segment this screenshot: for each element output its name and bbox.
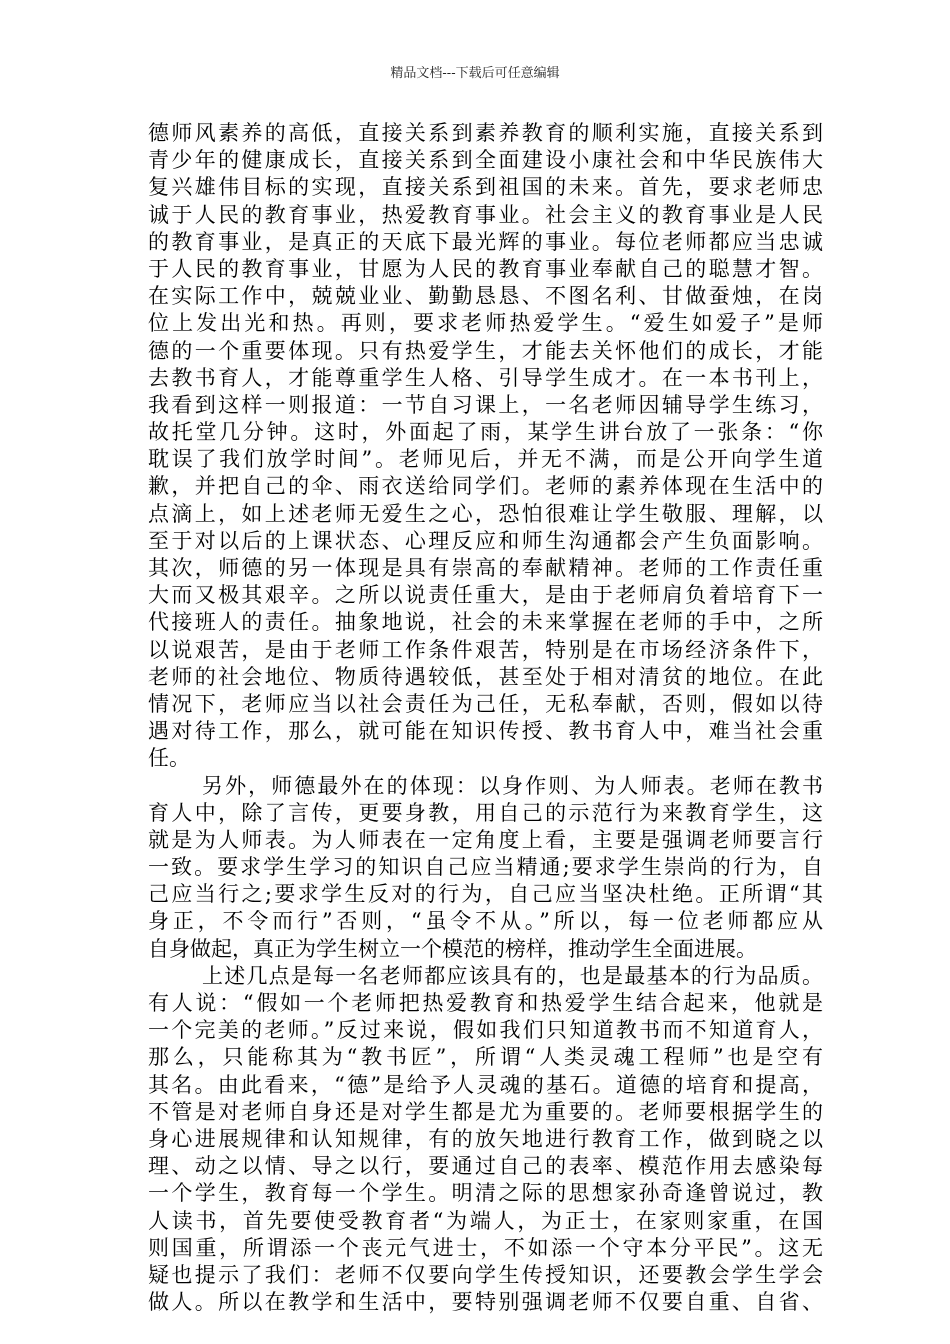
text-line: 点滴上，如上述老师无爱生之心，恐怕很难让学生敬服、理解，以: [148, 501, 823, 526]
text-line: 其名。由此看来，“德”是给予人灵魂的基石。道德的培育和提高，: [148, 1072, 823, 1097]
text-line: 不管是对老师自身还是对学生都是尤为重要的。老师要根据学生的: [148, 1099, 823, 1124]
text-line: 另外，师德最外在的体现：以身作则、为人师表。老师在教书: [202, 773, 823, 798]
text-line: 一个完美的老师。”反过来说，假如我们只知道教书而不知道育人，: [148, 1018, 823, 1043]
text-line: 身正，不令而行”否则，“虽令不从。”所以，每一位老师都应从: [148, 909, 823, 934]
text-line: 疑也提示了我们：老师不仅要向学生传授知识，还要教会学生学会: [148, 1262, 823, 1287]
text-line: 诚于人民的教育事业，热爱教育事业。社会主义的教育事业是人民: [148, 202, 823, 227]
text-line: 就是为人师表。为人师表在一定角度上看，主要是强调老师要言行: [148, 827, 823, 852]
text-line: 其次，师德的另一体现是具有崇高的奉献精神。老师的工作责任重: [148, 556, 823, 580]
text-line: 情况下，老师应当以社会责任为己任，无私奉献，否则，假如以待: [148, 691, 823, 716]
text-line: 大而又极其艰辛。之所以说责任重大，是由于老师肩负着培育下一: [148, 583, 823, 608]
text-line: 青少年的健康成长，直接关系到全面建设小康社会和中华民族伟大: [148, 148, 823, 173]
text-line: 育人中，除了言传，更要身教，用自己的示范行为来教育学生，这: [148, 800, 823, 825]
text-line: 歉，并把自己的伞、雨衣送给同学们。老师的素养体现在生活中的: [148, 474, 823, 499]
text-line: 复兴雄伟目标的实现，直接关系到祖国的未来。首先，要求老师忠: [148, 175, 823, 200]
text-line: 理、动之以情、导之以行，要通过自己的表率、模范作用去感染每: [148, 1154, 823, 1179]
paragraph-3: [148, 963, 823, 1316]
text-line: 遇对待工作，那么，就可能在知识传授、教书育人中，难当社会重: [148, 719, 823, 744]
paragraph-1: [148, 120, 823, 773]
text-line: 身心进展规律和认知规律，有的放矢地进行教育工作，做到晓之以: [148, 1126, 823, 1151]
text-line: 做人。所以在教学和生活中，要特别强调老师不仅要自重、自省、: [148, 1290, 823, 1315]
text-line: 上述几点是每一名老师都应该具有的，也是最基本的行为品质。: [202, 963, 823, 988]
text-line: 那么，只能称其为“教书匠”，所谓“人类灵魂工程师”也是空有: [148, 1045, 823, 1070]
text-line: 自身做起，真正为学生树立一个模范的榜样，推动学生全面进展。: [148, 936, 757, 961]
text-line: 至于对以后的上课状态、心理反应和师生沟通都会产生负面影响。: [148, 528, 823, 553]
text-line: 则国重，所谓添一个丧元气进士，不如添一个守本分平民”。这无: [148, 1235, 823, 1260]
text-line: 代接班人的责任。抽象地说，社会的未来掌握在老师的手中，之所: [148, 610, 823, 635]
text-line: 于人民的教育事业，甘愿为人民的教育事业奉献自己的聪慧才智。: [148, 256, 823, 281]
text-line: 老师的社会地位、物质待遇较低，甚至处于相对清贫的地位。在此: [148, 664, 823, 689]
text-line: 在实际工作中，兢兢业业、勤勤恳恳、不图名利、甘做蚕烛，在岗: [148, 284, 823, 309]
text-line: 己应当行之;要求学生反对的行为，自己应当坚决杜绝。正所谓“其: [148, 882, 823, 907]
text-line: 人读书，首先要使受教育者“为端人，为正士，在家则家重，在国: [148, 1208, 823, 1233]
text-line: 以说艰苦，是由于老师工作条件艰苦，特别是在市场经济条件下，: [148, 637, 823, 662]
text-line: 有人说：“假如一个老师把热爱教育和热爱学生结合起来，他就是: [148, 991, 823, 1015]
text-line: 故托堂几分钟。这时，外面起了雨，某学生讲台放了一张条：“你: [148, 420, 823, 445]
text-line: 去教书育人，才能尊重学生人格、引导学生成才。在一本书刊上，: [148, 365, 823, 390]
document-body: [148, 120, 823, 1316]
page-header: 精品文档---下载后可任意编辑: [390, 66, 560, 81]
text-line: 德的一个重要体现。只有热爱学生，才能去关怀他们的成长，才能: [148, 338, 823, 363]
text-line: 德师风素养的高低，直接关系到素养教育的顺利实施，直接关系到: [148, 121, 823, 145]
text-line: 耽误了我们放学时间”。老师见后，并无不满，而是公开向学生道: [148, 447, 823, 472]
text-line: 我看到这样一则报道：一节自习课上，一名老师因辅导学生练习，: [148, 392, 823, 417]
text-line: 位上发出光和热。再则，要求老师热爱学生。“爱生如爱子”是师: [148, 311, 823, 336]
text-line: 一个学生，教育每一个学生。明清之际的思想家孙奇逢曾说过，教: [148, 1181, 823, 1206]
paragraph-2: [148, 773, 823, 963]
text-line: 任。: [148, 746, 190, 771]
text-line: 一致。要求学生学习的知识自己应当精通;要求学生崇尚的行为，自: [148, 855, 823, 880]
text-line: 的教育事业，是真正的天底下最光辉的事业。每位老师都应当忠诚: [148, 229, 823, 254]
